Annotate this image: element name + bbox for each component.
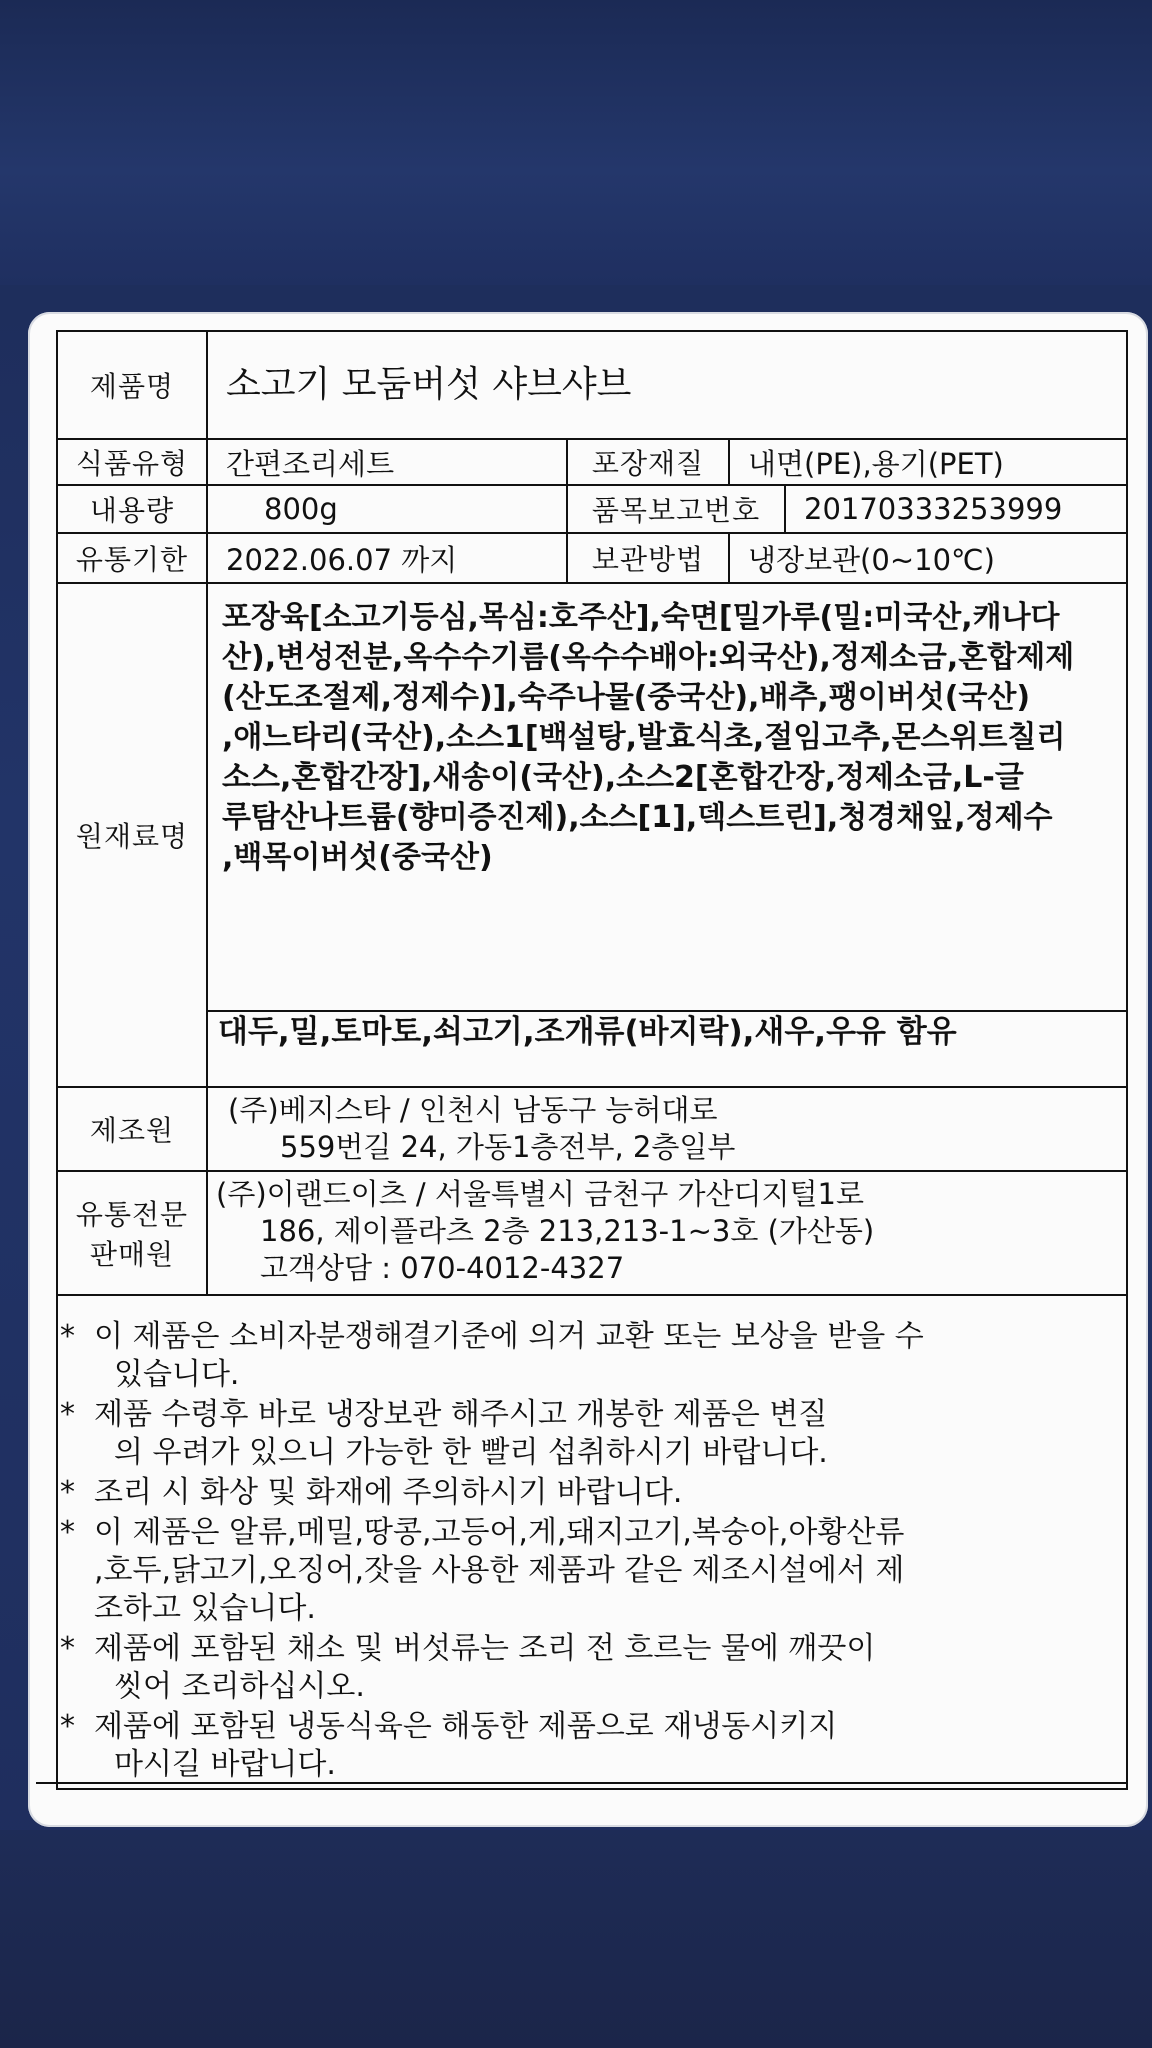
packaging-header xyxy=(566,438,730,486)
net-weight-value: 800g xyxy=(264,492,338,526)
note-line: 씻어 조리하십시오. xyxy=(114,1669,365,1704)
background-bottom xyxy=(0,1830,1152,2048)
product-name-header xyxy=(56,330,208,440)
storage-value: 냉장보관(0~10℃) xyxy=(748,542,995,577)
bullet-star-icon: * xyxy=(60,1515,75,1550)
product-name-label: 제품명 xyxy=(89,370,175,403)
ingredients-header xyxy=(56,582,208,1088)
note-line: 제품에 포함된 냉동식육은 해동한 제품으로 재냉동시키지 xyxy=(94,1709,838,1744)
distributor-value-cell xyxy=(206,1170,1128,1296)
distributor-line: 186, 제이플라츠 2층 213,213-1~3호 (가산동) xyxy=(260,1214,875,1248)
expiry-label: 유통기한 xyxy=(75,543,189,576)
storage-value-cell xyxy=(728,532,1128,584)
distributor-label-line: 판매원 xyxy=(89,1238,175,1271)
note-item xyxy=(54,1630,1114,1706)
report-number-header xyxy=(566,484,786,534)
expiry-value-cell xyxy=(206,532,568,584)
manufacturer-line: 559번길 24, 가동1층전부, 2층일부 xyxy=(280,1130,736,1164)
distributor-line: 고객상담 : 070-4012-4327 xyxy=(260,1251,625,1285)
note-line: 마시길 바랍니다. xyxy=(114,1747,336,1782)
ingredients-line: 루탐산나트륨(향미증진제),소스[1],덱스트린],청경채잎,정제수 xyxy=(222,800,1053,835)
note-line: 조하고 있습니다. xyxy=(94,1591,316,1626)
ingredients-line: ,백목이버섯(중국산) xyxy=(222,840,493,875)
storage-label: 보관방법 xyxy=(591,543,705,576)
ingredients-line: 소스,혼합간장],새송이(국산),소스2[혼합간장,정제소금,L-글 xyxy=(222,760,1024,795)
report-number-value-cell xyxy=(784,484,1128,534)
allergen-notice: 대두,밀,토마토,쇠고기,조개류(바지락),새우,우유 함유 xyxy=(218,1014,957,1050)
distributor-label-line: 유통전문 xyxy=(75,1198,189,1231)
packaging-label: 포장재질 xyxy=(591,447,705,480)
note-item xyxy=(54,1474,1114,1512)
packaging-value: 내면(PE),용기(PET) xyxy=(748,446,1004,481)
bullet-star-icon: * xyxy=(60,1319,75,1354)
bullet-star-icon: * xyxy=(60,1475,75,1510)
bullet-star-icon: * xyxy=(60,1709,75,1744)
note-line: ,호두,닭고기,오징어,잣을 사용한 제품과 같은 제조시설에서 제 xyxy=(94,1553,905,1588)
ingredients-line: 산),변성전분,옥수수기름(옥수수배아:외국산),정제소금,혼합제제 xyxy=(222,640,1075,675)
net-weight-label: 내용량 xyxy=(89,494,175,527)
note-line: 조리 시 화상 및 화재에 주의하시기 바랍니다. xyxy=(94,1475,683,1510)
manufacturer-header xyxy=(56,1086,208,1172)
product-name: 소고기 모둠버섯 샤브샤브 xyxy=(226,364,632,405)
ingredients-line: 포장육[소고기등심,목심:호주산],숙면[밀가루(밀:미국산,캐나다 xyxy=(222,600,1060,635)
net-weight-header xyxy=(56,484,208,534)
note-item xyxy=(54,1708,1114,1784)
ingredients-line: ,애느타리(국산),소스1[백설탕,발효식초,절임고추,몬스위트칠리 xyxy=(222,720,1066,755)
distributor-line: (주)이랜드이츠 / 서울특별시 금천구 가산디지털1로 xyxy=(216,1177,865,1211)
food-type-label: 식품유형 xyxy=(75,447,189,480)
net-weight-value-cell xyxy=(206,484,568,534)
food-type-header xyxy=(56,438,208,486)
note-item xyxy=(54,1396,1114,1472)
note-line: 의 우려가 있으니 가능한 한 빨리 섭취하시기 바랍니다. xyxy=(114,1435,828,1470)
bullet-star-icon: * xyxy=(60,1397,75,1432)
manufacturer-label: 제조원 xyxy=(89,1114,175,1147)
report-number-label: 품목보고번호 xyxy=(591,494,761,527)
distributor-header xyxy=(56,1170,208,1296)
packaging-value-cell xyxy=(728,438,1128,486)
note-item xyxy=(54,1318,1114,1394)
note-line: 이 제품은 소비자분쟁해결기준에 의거 교환 또는 보상을 받을 수 xyxy=(94,1319,924,1354)
bottom-divider xyxy=(36,1782,1126,1784)
food-type-value-cell xyxy=(206,438,568,486)
report-number-value: 20170333253999 xyxy=(804,492,1063,526)
notes-section xyxy=(54,1318,1114,1786)
ingredients-text xyxy=(222,598,1122,878)
note-line: 제품 수령후 바로 냉장보관 해주시고 개봉한 제품은 변질 xyxy=(94,1397,828,1432)
ingredients-label: 원재료명 xyxy=(75,820,189,853)
background-top xyxy=(0,0,1152,285)
ingredients-line: (산도조절제,정제수)],숙주나물(중국산),배추,팽이버섯(국산) xyxy=(222,680,1031,715)
note-line: 제품에 포함된 채소 및 버섯류는 조리 전 흐르는 물에 깨끗이 xyxy=(94,1631,876,1666)
note-item xyxy=(54,1514,1114,1628)
note-line: 있습니다. xyxy=(114,1357,240,1392)
expiry-value: 2022.06.07 까지 xyxy=(226,542,458,577)
storage-header xyxy=(566,532,730,584)
expiry-header xyxy=(56,532,208,584)
food-type-value: 간편조리세트 xyxy=(226,446,395,481)
bullet-star-icon: * xyxy=(60,1631,75,1666)
manufacturer-line: (주)베지스타 / 인천시 남동구 능허대로 xyxy=(228,1093,718,1127)
note-line: 이 제품은 알류,메밀,땅콩,고등어,게,돼지고기,복숭아,아황산류 xyxy=(94,1515,905,1550)
manufacturer-value-cell xyxy=(206,1086,1128,1172)
product-name-value-cell xyxy=(206,330,1128,440)
